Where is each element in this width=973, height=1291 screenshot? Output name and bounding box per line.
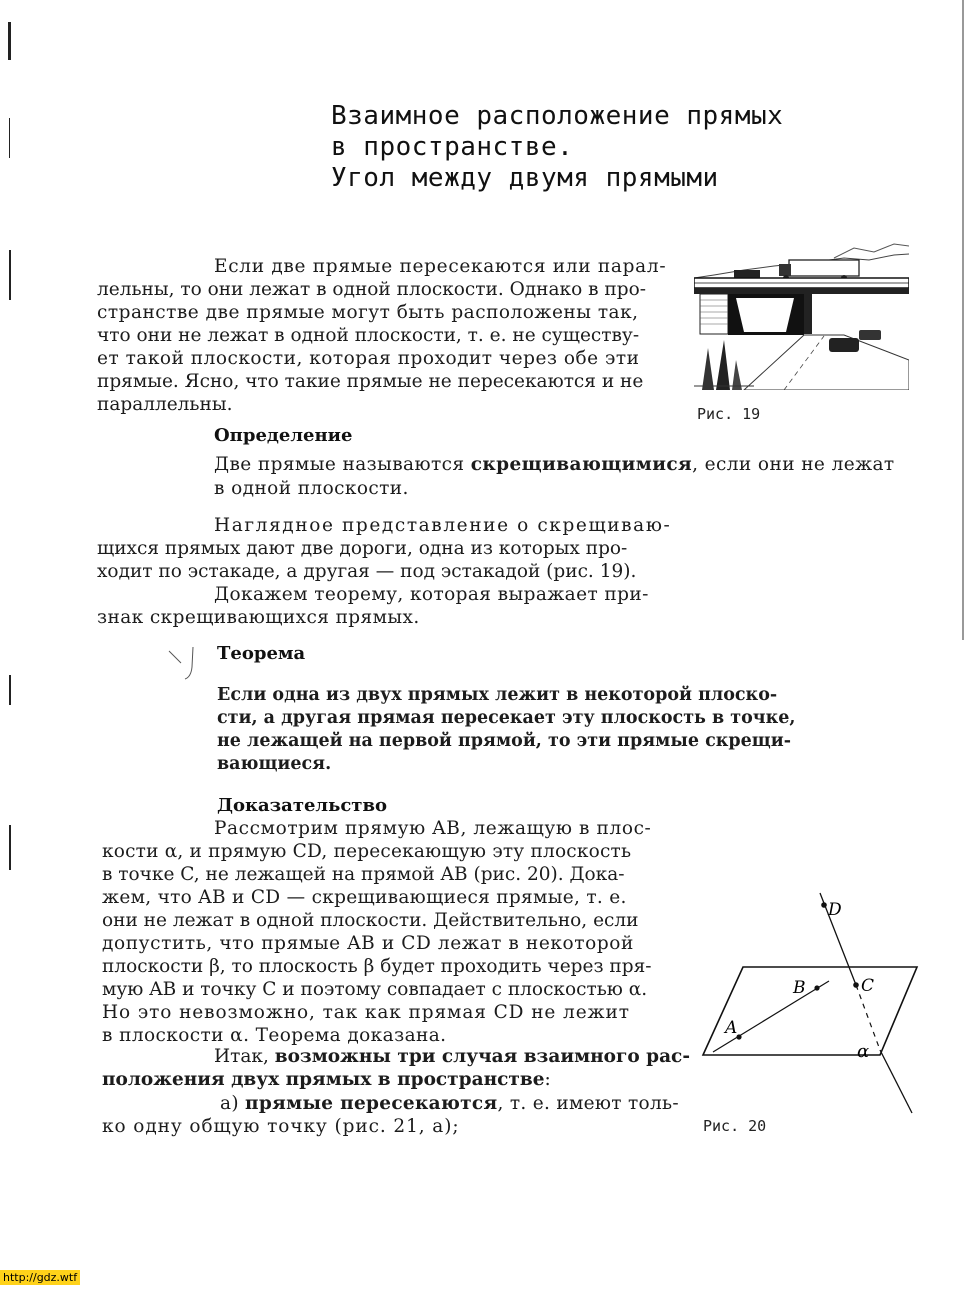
- definition-line: [214, 453, 895, 476]
- text-line: сти, а другая прямая пересекает эту плоскость в точке,: [217, 708, 796, 728]
- cases-line: [220, 1092, 679, 1115]
- cases-text: :: [544, 1069, 551, 1090]
- figure-20-caption: Рис. 20: [703, 1117, 767, 1135]
- point-b: [814, 985, 819, 990]
- definition-heading: Определение: [214, 425, 353, 446]
- text-line: Докажем теорему, которая выражает при-: [214, 584, 649, 605]
- text-line: ходит по эстакаде, а другая — под эстакадой (рис. 19).: [97, 561, 637, 582]
- theorem-heading: Теорема: [217, 643, 306, 664]
- section-title: [331, 101, 783, 194]
- text-line: мую AB и точку C и поэтому совпадает с плоскостью α.: [102, 979, 648, 1000]
- label-alpha: α: [857, 1041, 870, 1062]
- cases-text: а): [220, 1093, 246, 1114]
- text-line: допустить, что прямые AB и CD лежат в некоторой: [102, 933, 634, 954]
- cases-emphasis: прямые пересекаются: [245, 1093, 498, 1114]
- text-line: Рассмотрим прямую AB, лежащую в плос-: [214, 818, 652, 839]
- scan-margin-mark: [9, 118, 10, 158]
- cases-text: Итак,: [214, 1046, 275, 1067]
- text-line: они не лежат в одной плоскости. Действительно, если: [102, 910, 639, 931]
- cases-line: ко одну общую точку (рис. 21, а);: [102, 1116, 460, 1137]
- cases-emphasis: возможны три случая взаимного рас-: [274, 1046, 690, 1067]
- text-line: параллельны.: [97, 394, 233, 415]
- cases-line: [102, 1068, 551, 1091]
- figure-20-diagram: [695, 885, 925, 1125]
- cases-text: , т. е. имеют толь-: [497, 1093, 679, 1114]
- text-line: в точке C, не лежащей на прямой AB (рис. 20). Дока-: [102, 864, 625, 885]
- definition-term: скрещивающимися: [470, 454, 693, 475]
- scan-margin-mark: [9, 825, 11, 870]
- text-line: странстве две прямые могут быть расположены так,: [97, 302, 639, 323]
- figure-19-caption: Рис. 19: [697, 405, 761, 423]
- text-line: кости α, и прямую CD, пересекающую эту плоскость: [102, 841, 632, 862]
- title-line: в пространстве.: [331, 132, 574, 162]
- label-d: D: [828, 900, 842, 920]
- scan-margin-mark: [9, 675, 11, 705]
- label-a: A: [725, 1018, 738, 1038]
- text-line: жем, что AB и CD — скрещивающиеся прямые, т. е.: [102, 887, 627, 908]
- figure-19-overpass-illustration: [694, 240, 909, 390]
- label-c: C: [861, 976, 875, 996]
- point-d: [821, 902, 827, 908]
- scan-margin-mark: [9, 250, 11, 300]
- text-line: Если одна из двух прямых лежит в некоторой плоско-: [217, 685, 778, 705]
- watermark-link[interactable]: http://gdz.wtf: [0, 1270, 80, 1285]
- text-line: Если две прямые пересекаются или парал-: [214, 256, 667, 277]
- proof-heading: Доказательство: [217, 795, 387, 816]
- text-line: щихся прямых дают две дороги, одна из которых про-: [97, 538, 628, 559]
- text-line: Но это невозможно, так как прямая CD не лежит: [102, 1002, 630, 1023]
- text-line: прямые. Ясно, что такие прямые не пересекаются и не: [97, 371, 644, 392]
- cases-line: [214, 1045, 690, 1068]
- title-line: Угол между двумя прямыми: [331, 163, 719, 193]
- definition-text: Две прямые называются: [214, 454, 471, 475]
- text-line: Наглядное представление о скрещиваю-: [214, 515, 672, 536]
- label-b: B: [793, 978, 806, 998]
- text-line: не лежащей на первой прямой, то эти прямые скрещи-: [217, 731, 791, 751]
- scan-margin-mark: [962, 0, 964, 640]
- definition-text: , если они не лежат: [692, 454, 895, 475]
- text-line: знак скрещивающихся прямых.: [97, 607, 420, 628]
- text-line: лельны, то они лежат в одной плоскости. Однако в про-: [97, 279, 646, 300]
- definition-line: в одной плоскости.: [214, 478, 409, 499]
- point-c: [853, 982, 859, 988]
- pencil-mark: [165, 645, 205, 685]
- scan-margin-mark: [8, 22, 11, 60]
- cases-emphasis: положения двух прямых в пространстве: [102, 1069, 545, 1090]
- title-line: Взаимное расположение прямых: [331, 101, 784, 131]
- text-line: вающиеся.: [217, 754, 332, 774]
- text-line: ет такой плоскости, которая проходит через обе эти: [97, 348, 640, 369]
- text-line: что они не лежат в одной плоскости, т. е. не существу-: [97, 325, 640, 346]
- text-line: в плоскости α. Теорема доказана.: [102, 1025, 447, 1046]
- text-line: плоскости β, то плоскость β будет проходить через пря-: [102, 956, 652, 977]
